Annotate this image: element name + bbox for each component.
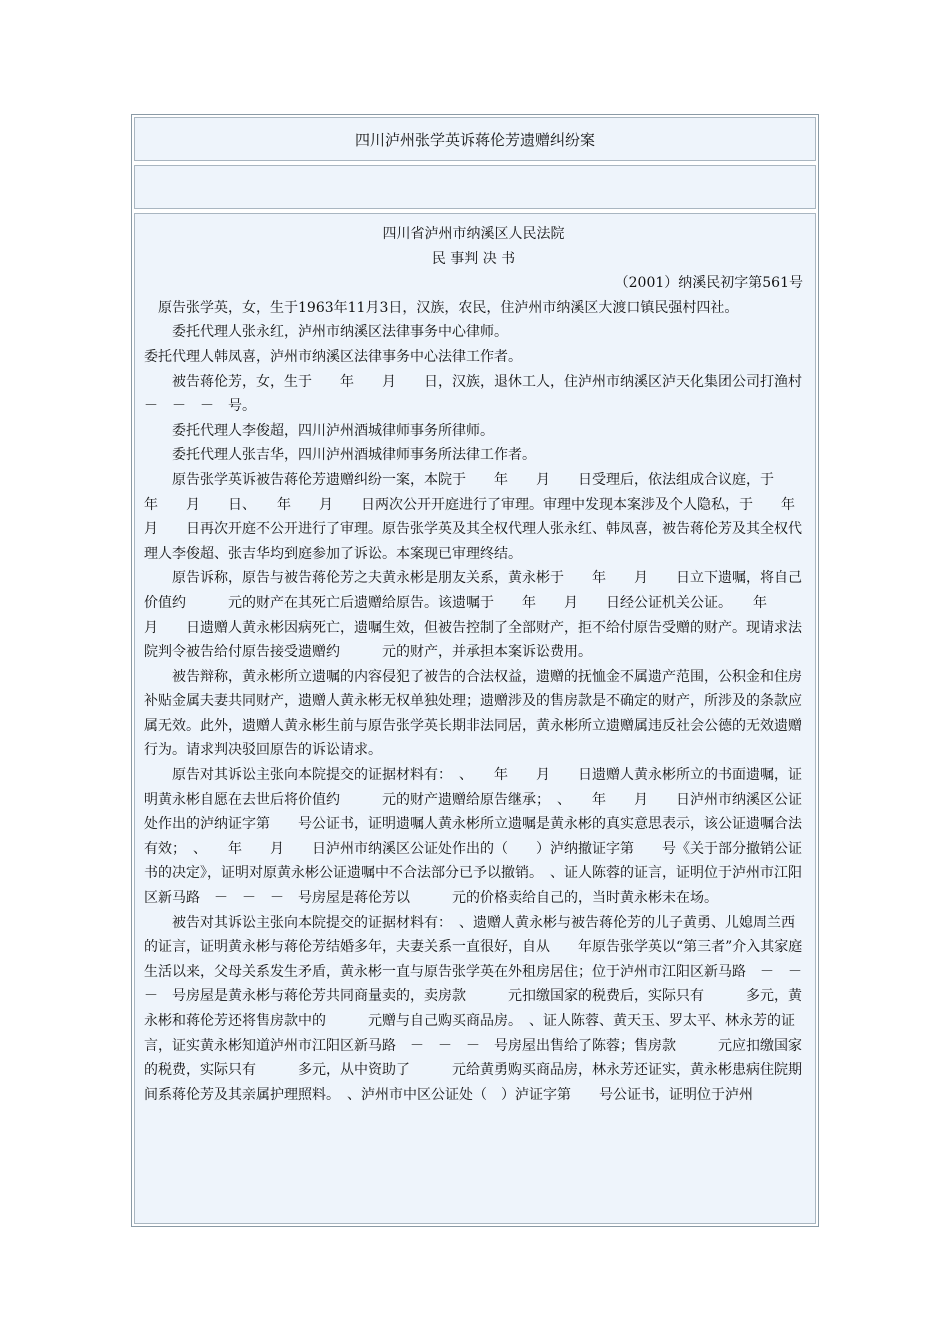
case-number: （2001）纳溪民初字第561号 [614,275,803,292]
paragraph: 委托代理人张永红，泸州市纳溪区法律事务中心律师。 [172,324,508,341]
paragraph: 被告蒋伦芳，女，生于 年 月 日，汉族，退休工人，住泸州市纳溪区泸天化集团公司打渔村 － － － 号。 [144,373,816,415]
document-title: 四川泸州张学英诉蒋伦芳遗赠纠纷案 [354,130,595,149]
paragraph: 委托代理人李俊超，四川泸州酒城律师事务所律师。 [172,422,494,439]
paragraph: 委托代理人张吉华，四川泸州酒城律师事务所法律工作者。 [172,447,536,464]
judgment-content [134,213,823,1224]
paragraph: 被告对其诉讼主张向本院提交的证据材料有： 、遗赠人黄永彬与被告蒋伦芳的儿子黄勇、儿媳周兰西的证言，证明黄永彬与蒋伦芳结婚多年，夫妻关系一直很好，自从 年原告张学英以“第三者”介入其家庭生活以来，父母关系发生矛盾，黄永彬一直与原告张学英在外租房居住；位于泸州市江阳区新马路 － － － 号房屋是黄永彬与蒋伦芳共同商量卖的，卖房款 元扣缴国家的税费后，实际只有 多元，黄永彬和蒋伦芳还将售房款中的 元赠与自己购买商品房。 、证人陈蓉、黄天玉、罗太平、林永芳的证言，证实黄永彬知道泸州市江阳区新马路 － － － 号房屋出售给了陈蓉；售房款 元应扣缴国家的税费，实际只有 多元，从中资助了 元给黄勇购买商品房，林永芳还证实，黄永彬患病住院期间系蒋伦芳及其亲属护理照料。 、泸州市中区公证处（ ）泸证字第 号公证书，证明位于泸州 [144,914,816,1103]
document-frame [131,114,823,1227]
blank-row [134,165,816,209]
document-type: 民 事判 决 书 [431,250,516,267]
title-row [134,117,816,161]
paragraph: 原告张学英，女，生于1963年11月3日，汉族，农民，住泸州市纳溪区大渡口镇民强村四社。 [158,299,739,316]
paragraph: 原告对其诉讼主张向本院提交的证据材料有： 、 年 月 日遗赠人黄永彬所立的书面遗嘱，证明黄永彬自愿在去世后将价值约 元的财产遗赠给原告继承； 、 年 月 日泸州市纳溪区公证处作出的泸纳证字第 号公证书，证明遗嘱人黄永彬所立遗嘱是黄永彬的真实意思表示，该公证遗嘱合法有效； 、 年 月 日泸州市纳溪区公证处作出的（ ）泸纳撤证字第 号《关于部分撤销公证书的决定》，证明对原黄永彬公证遗嘱中不合法部分已予以撤销。 、证人陈蓉的证言，证明位于泸州市江阳区新马路 － － － 号房屋是蒋伦芳以 元的价格卖给自己的，当时黄永彬未在场。 [144,767,802,907]
paragraph: 原告张学英诉被告蒋伦芳遗赠纠纷一案，本院于 年 月 日受理后，依法组成合议庭，于 年 月 日、 年 月 日两次公开开庭进行了审理。审理中发现本案涉及个人隐私，于 年 月 日再次开庭不公开进行了审理。原告张学英及其全权代理人张永红、韩凤喜，被告蒋伦芳及其全权代理人李俊超、张吉华均到庭参加了诉讼。本案现已审理终结。 [144,471,823,562]
court-name: 四川省泸州市纳溪区人民法院 [382,226,565,242]
paragraph: 被告辩称，黄永彬所立遗嘱的内容侵犯了被告的合法权益，遗赠的抚恤金不属遗产范围，公积金和住房补贴金属夫妻共同财产，遗赠人黄永彬无权单独处理；遗赠涉及的售房款是不确定的财产，所涉及的条款应属无效。此外，遗赠人黄永彬生前与原告张学英长期非法同居，黄永彬所立遗赠属违反社会公德的无效遗赠行为。请求判决驳回原告的诉讼请求。 [144,668,802,759]
paragraph: 原告诉称，原告与被告蒋伦芳之夫黄永彬是朋友关系，黄永彬于 年 月 日立下遗嘱，将自己价值约 元的财产在其死亡后遗赠给原告。该遗嘱于 年 月 日经公证机关公证。 年 月 日遗赠人黄永彬因病死亡，遗嘱生效，但被告控制了全部财产，拒不给付原告受赠的财产。现请求法院判令被告给付原告接受遗赠约 元的财产，并承担本案诉讼费用。 [144,570,802,661]
paragraph: 委托代理人韩凤喜，泸州市纳溪区法律事务中心法律工作者。 [144,348,522,365]
